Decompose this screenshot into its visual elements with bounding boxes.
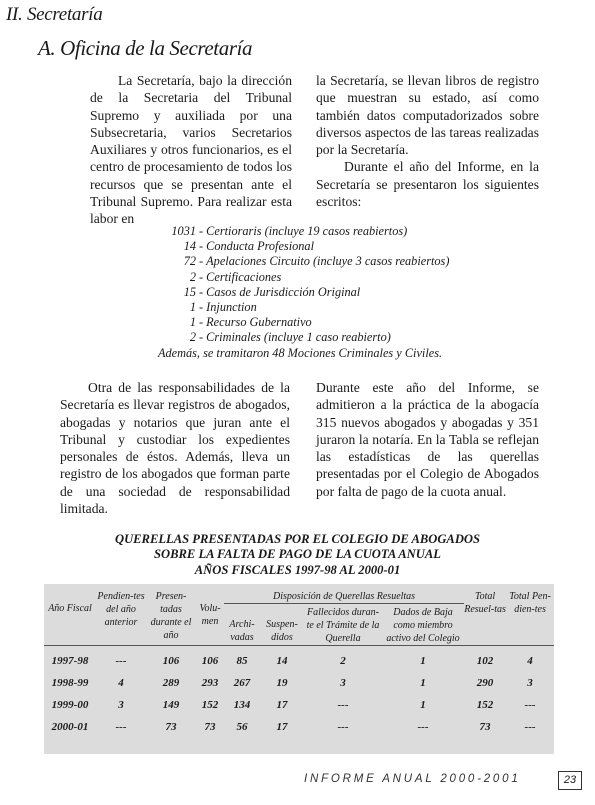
statistics-table [44, 584, 554, 754]
header-disposition-group: Disposición de Querellas Resueltas [224, 584, 464, 604]
footer-title: INFORME ANUAL 2000-2001 [304, 773, 521, 785]
header-filed: Presen-tadas durante el año [150, 591, 192, 641]
header-total-resolved: Total Resuel-tas [464, 591, 506, 615]
list-item: 1 - Injunction [189, 300, 257, 315]
table-row: 2000-01 --- 73 73 56 17 --- --- 73 --- [51, 721, 536, 733]
paragraph-right-2: Durante este año del Informe, se admitieron a la práctica de la abogacía 315 nuevos abogados y abogadas y 351 juraron la notaría. En la Tabla se reflejan las estadísticas de las querellas presentadas por el Colegio de Abogados por falta de pago de la cuota anual. [316, 380, 539, 499]
section-heading: II. Secretaría [6, 4, 103, 25]
header-suspended: Suspen-didos [266, 619, 298, 643]
header-total-pending: Total Pen-dien-tes [509, 591, 551, 615]
list-item: 1 - Recurso Gubernativo [189, 315, 312, 330]
header-archived: Archi-vadas [229, 619, 255, 643]
paragraph-right-1: la Secretaría, se llevan libros de registro que muestran su estado, así como también datos computadorizados sobre diversos aspectos de las tareas realizadas por la Secretaría. Durante el año del Informe, en la Secretaría se presentaron los siguientes escritos: [316, 73, 539, 210]
header-removed: Dados de Baja como miembro activo del Colegio [386, 607, 460, 644]
table-row: 1999-00 3 149 152 134 17 --- 1 152 --- [51, 699, 536, 711]
page-number: 23 [558, 771, 582, 790]
list-note: Además, se tramitaron 48 Mociones Criminales y Civiles. [158, 345, 443, 360]
list-item: 2 - Criminales (incluye 1 caso reabierto) [189, 330, 391, 345]
table-row: 1998-99 4 289 293 267 19 3 1 290 3 [51, 677, 533, 689]
list-item: 1031 - Certioraris (incluye 19 casos reabiertos) [171, 224, 408, 238]
table-title: QUERELLAS PRESENTADAS POR EL COLEGIO DE ABOGADOS SOBRE LA FALTA DE PAGO DE LA CUOTA ANUAL AÑOS FISCALES 1997-98 AL 2000-01 [114, 532, 481, 577]
paragraph-left-1: La Secretaría, bajo la dirección de la Secretaria del Tribunal Supremo y auxiliada por una Subsecretaria, varios Secretarios Auxiliares y otros funcionarios, es el centro de procesamiento de todos los recursos que se presentan ante el Tribunal Supremo. Para realizar esta labor en [90, 73, 292, 227]
subsection-heading: A. Oficina de la Secretaría [38, 36, 253, 60]
list-item: 72 - Apelaciones Circuito (incluye 3 casos reabiertos) [183, 254, 450, 269]
list-item: 15 - Casos de Jurisdicción Original [183, 284, 361, 299]
header-year: Año Fiscal [48, 603, 92, 614]
paragraph-left-2: Otra de las responsabilidades de la Secretaría es llevar registros de abogados, abogadas y notarios que juran ante el Tribunal y custodiar los expedientes personales de éstos. Además, lleva un registro de los abogados que forman parte de una sociedad de responsabilidad limitada. [60, 380, 290, 517]
table-row: 1997-98 --- 106 106 85 14 2 1 102 4 [51, 655, 533, 667]
list-item: 2 - Certificaciones [189, 269, 282, 284]
filings-list [0, 224, 595, 361]
header-deceased: Fallecidos duran-te el Trámite de la Querella [306, 607, 380, 644]
header-volume: Volu-men [199, 603, 221, 627]
header-pending-prior: Pendien-tes del año anterior [97, 591, 145, 628]
list-item: 14 - Conducta Profesional [183, 239, 314, 254]
